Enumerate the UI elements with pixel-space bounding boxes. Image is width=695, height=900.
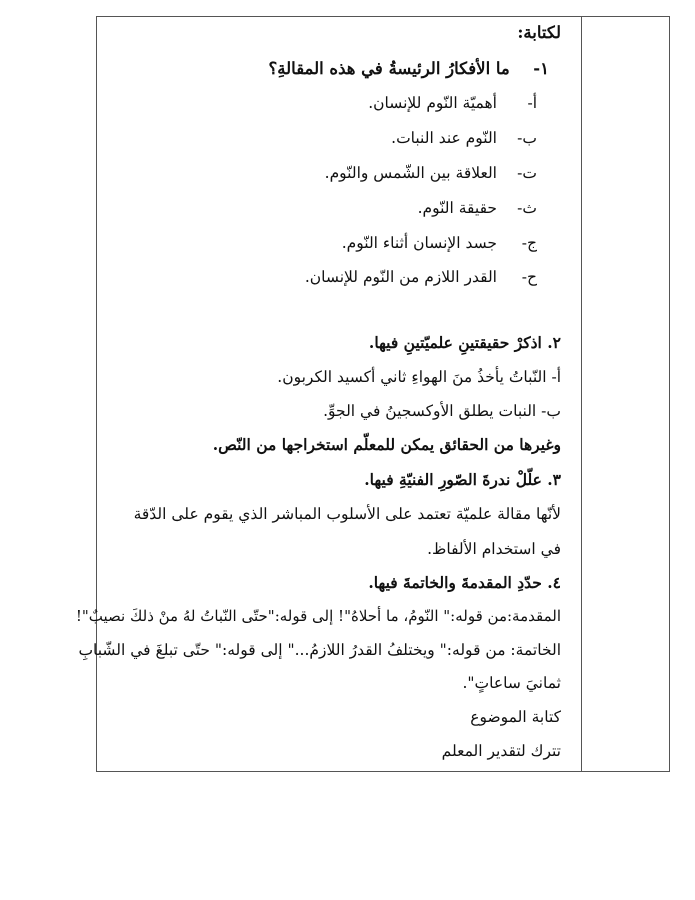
question-3-title: ٣. علّلْ ندرةَ الصّورِ الفنيّةِ فيها.: [364, 470, 561, 489]
option-text: القدر اللازم من النّوم للإنسان.: [304, 268, 497, 286]
option-text: حقيقة النّوم.: [417, 199, 497, 217]
option-letter: ب-: [517, 129, 537, 147]
option-letter: أ-: [527, 94, 537, 112]
option-text: أهميّة النّوم للإنسان.: [368, 94, 497, 112]
option-letter: ث-: [517, 199, 537, 217]
question-3-answer-line-2: في استخدام الألفاظ.: [427, 540, 561, 558]
question-1-option: [418, 198, 537, 218]
question-1-option: [368, 93, 537, 113]
question-2-title: ٢. اذكرْ حقيقتينِ علميّتينِ فيها.: [368, 333, 561, 352]
option-letter: ج-: [521, 234, 537, 252]
question-4-conclusion-line-1: الخاتمة: من قوله:" ويختلفُ القدرُ اللازمُ..." إلى قوله:" حتّى تبلغَ في الشّبابِ: [78, 641, 561, 659]
option-text: جسد الإنسان أثناء النّوم.: [341, 234, 497, 252]
question-4-introduction: المقدمة:من قوله:" النّومُ، ما أحلاهُ"! إلى قوله:"حتّى النّباتُ لهُ منْ ذلكَ نصيبٌ"!: [75, 607, 561, 625]
answer-content: [75, 17, 561, 771]
question-1: [269, 59, 549, 79]
option-text: العلاقة بين الشّمس والنّوم.: [324, 164, 497, 182]
question-1-option: [325, 163, 537, 183]
question-2-note: وغيرها من الحقائق يمكن للمعلّم استخراجها من النّص.: [212, 435, 561, 454]
question-4-conclusion-line-2: ثمانيَ ساعاتٍ".: [462, 674, 561, 692]
question-4-title: ٤. حدّدِ المقدمةَ والخاتمةَ فيها.: [368, 573, 561, 592]
topic-title: كتابة الموضوع: [470, 708, 561, 726]
question-1-option: [391, 128, 537, 148]
question-1-text: ما الأفكارُ الرئيسةُ في هذه المقالةِ؟: [268, 59, 510, 78]
option-letter: ت-: [517, 164, 537, 182]
answer-table: [75, 16, 670, 772]
question-1-number: ١-: [533, 59, 549, 78]
question-2-answer: أ- النّباتُ يأخذُ منَ الهواءِ ثاني أكسيد الكربون.: [277, 368, 561, 386]
question-2-answer: ب- النبات يطلق الأوكسجينُ في الجوِّ.: [323, 402, 561, 420]
option-letter: ح-: [521, 268, 537, 286]
column-divider: [581, 17, 582, 771]
option-text: النّوم عند النبات.: [391, 129, 497, 147]
question-1-option: [342, 233, 537, 253]
question-1-option: [305, 267, 537, 287]
question-3-answer-line-1: لأنّها مقالة علميّة تعتمد على الأسلوب المباشر الذي يقوم على الدّقة: [133, 505, 561, 523]
topic-note: تترك لتقدير المعلم: [441, 742, 561, 760]
section-heading: لكتابة:: [517, 23, 561, 42]
